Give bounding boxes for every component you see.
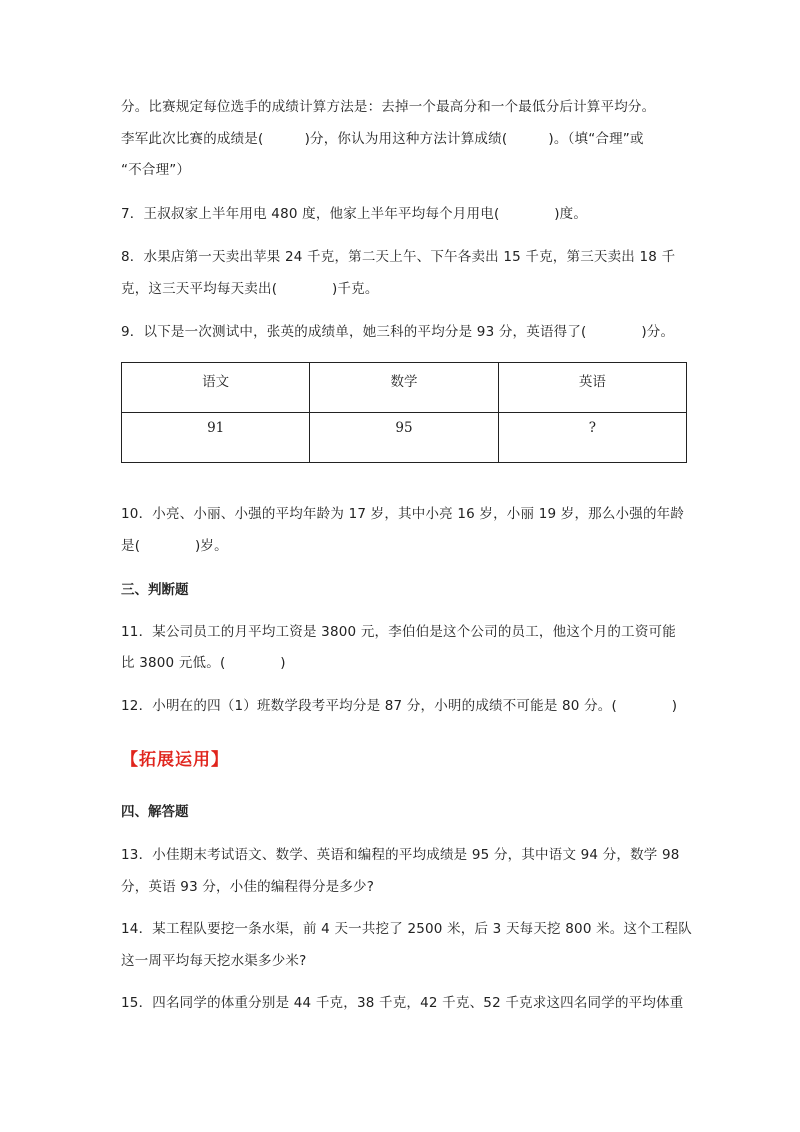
table-cell: ? [498, 413, 686, 463]
question-13-line-2: 分，英语 93 分，小佳的编程得分是多少? [121, 879, 375, 895]
question-9: 9．以下是一次测试中，张英的成绩单，她三科的平均分是 93 分，英语得了( )分。 [121, 324, 675, 340]
question-8-line-1: 8．水果店第一天卖出苹果 24 千克，第二天上午、下午各卖出 15 千克，第三天卖出 18 千 [121, 249, 676, 265]
table-header-cell: 语文 [122, 363, 310, 413]
extension-title: 【拓展运用】 [121, 750, 229, 770]
table-cell: 95 [310, 413, 498, 463]
question-8-line-2: 克，这三天平均每天卖出( )千克。 [121, 281, 379, 297]
question-14-line-1: 14．某工程队要挖一条水渠，前 4 天一共挖了 2500 米，后 3 天每天挖 800 米。这个工程队 [121, 921, 693, 937]
table-header-cell: 英语 [498, 363, 686, 413]
question-14-line-2: 这一周平均每天挖水渠多少米? [121, 953, 307, 969]
score-table [121, 362, 687, 463]
question-10-line-1: 10．小亮、小丽、小强的平均年龄为 17 岁，其中小亮 16 岁，小丽 19 岁，那么小强的年龄 [121, 506, 685, 522]
text-line: “不合理”） [121, 162, 191, 178]
question-12: 12．小明在的四（1）班数学段考平均分是 87 分，小明的成绩不可能是 80 分。( ) [121, 698, 678, 714]
section-heading-answer: 四、解答题 [121, 804, 189, 820]
table-cell: 91 [122, 413, 310, 463]
question-11-line-2: 比 3800 元低。( ) [121, 655, 286, 671]
table-header-cell: 数学 [310, 363, 498, 413]
text-line: 分。比赛规定每位选手的成绩计算方法是：去掉一个最高分和一个最低分后计算平均分。 [121, 99, 656, 115]
table-row [122, 413, 687, 463]
question-7: 7．王叔叔家上半年用电 480 度，他家上半年平均每个月用电( )度。 [121, 206, 588, 222]
question-11-line-1: 11．某公司员工的月平均工资是 3800 元，李伯伯是这个公司的员工，他这个月的工资可能 [121, 624, 676, 640]
question-10-line-2: 是( )岁。 [121, 538, 228, 554]
table-header-row [122, 363, 687, 413]
text-line: 李军此次比赛的成绩是( )分，你认为用这种方法计算成绩( )。（填“合理”或 [121, 131, 644, 147]
question-15: 15．四名同学的体重分别是 44 千克，38 千克，42 千克、52 千克求这四名同学的平均体重 [121, 995, 684, 1011]
section-heading-judgement: 三、判断题 [121, 582, 189, 598]
question-13-line-1: 13．小佳期末考试语文、数学、英语和编程的平均成绩是 95 分，其中语文 94 分，数学 98 [121, 847, 680, 863]
